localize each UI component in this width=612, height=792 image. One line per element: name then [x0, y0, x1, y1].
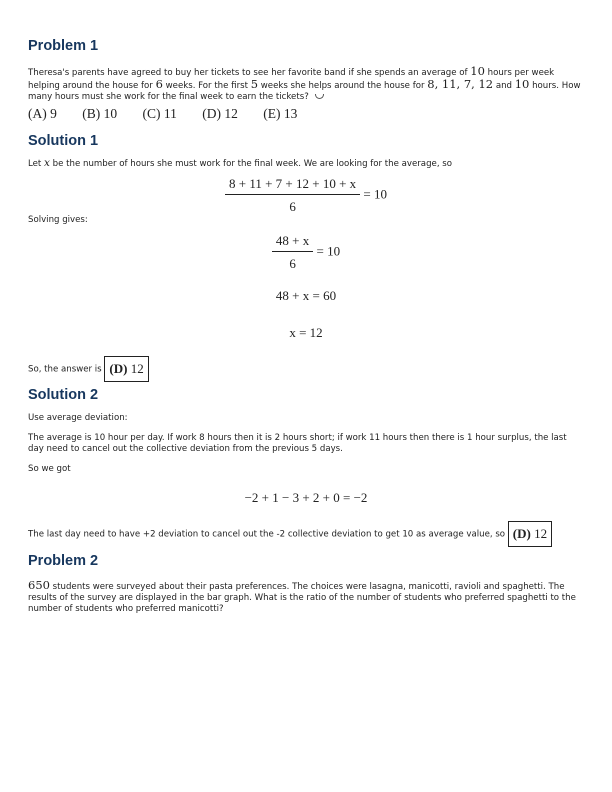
choice-c: (C) 11	[142, 106, 177, 121]
choice-b: (B) 10	[82, 106, 118, 121]
choice-d: (D) 12	[202, 106, 238, 121]
problem-1-statement: Theresa's parents have agreed to buy her tickets to see her favorite band if she spends an average of 10 hours per week helping around the house for 6 weeks. For the first 5 weeks she helps around the house for 8, 11, 7, 12 and 10 hours. How many hours must she work for the final week to earn the tickets?	[28, 64, 581, 102]
equation-fraction: $\frac{8 + 11 + 7 + 12 + 10 + x}{6}$	[225, 176, 360, 215]
boxed-answer: (D) 12	[104, 356, 148, 382]
answer-choices	[28, 106, 319, 122]
solution-1-intro: Let x be the number of hours she must work for the final week. We are looking for the average, so	[28, 157, 453, 169]
equation-result: x = 12	[289, 325, 323, 340]
solution-2-line-3: So we got	[28, 464, 71, 474]
solution-2-conclusion: The last day need to have +2 deviation to cancel out the -2 collective deviation to get 10 as average value, so (D) 12	[28, 521, 584, 547]
solution-1-answer: So, the answer is (D) 12	[28, 356, 584, 382]
equation-simplified: $\frac{48 + x}{6}$ = 10	[28, 233, 584, 272]
choice-e: (E) 13	[263, 106, 298, 121]
equation-average: $\frac{8 + 11 + 7 + 12 + 10 + x}{6}$ = 10	[28, 176, 584, 215]
solution-2-heading: Solution 2	[28, 387, 99, 403]
solution-2-line-1: Use average deviation:	[28, 413, 128, 423]
problem-1-heading: Problem 1	[28, 38, 99, 54]
solution-2-line-2: The average is 10 hour per day. If work 8 hours then it is 2 hours short; if work 11 hours then there is 1 hour surplus, the last day need to cancel out the collective deviation from the previous 5 days.	[28, 433, 567, 454]
equation-step: 48 + x = 60	[275, 288, 337, 303]
choice-a: (A) 9	[28, 106, 57, 121]
link-icon[interactable]	[315, 94, 324, 99]
problem-2-statement: 650 students were surveyed about their pasta preferences. The choices were lasagna, manicotti, ravioli and spaghetti. The results of the survey are displayed in the bar graph. What is the ratio of the number of students who preferred spaghetti to the number of students who preferred manicotti?	[28, 578, 576, 614]
solving-label: Solving gives:	[28, 215, 88, 225]
deviation-equation: −2 + 1 − 3 + 2 + 0 = −2	[244, 490, 368, 505]
boxed-answer: (D) 12	[508, 521, 552, 547]
problem-2-heading: Problem 2	[28, 553, 99, 569]
solution-1-heading: Solution 1	[28, 133, 99, 149]
